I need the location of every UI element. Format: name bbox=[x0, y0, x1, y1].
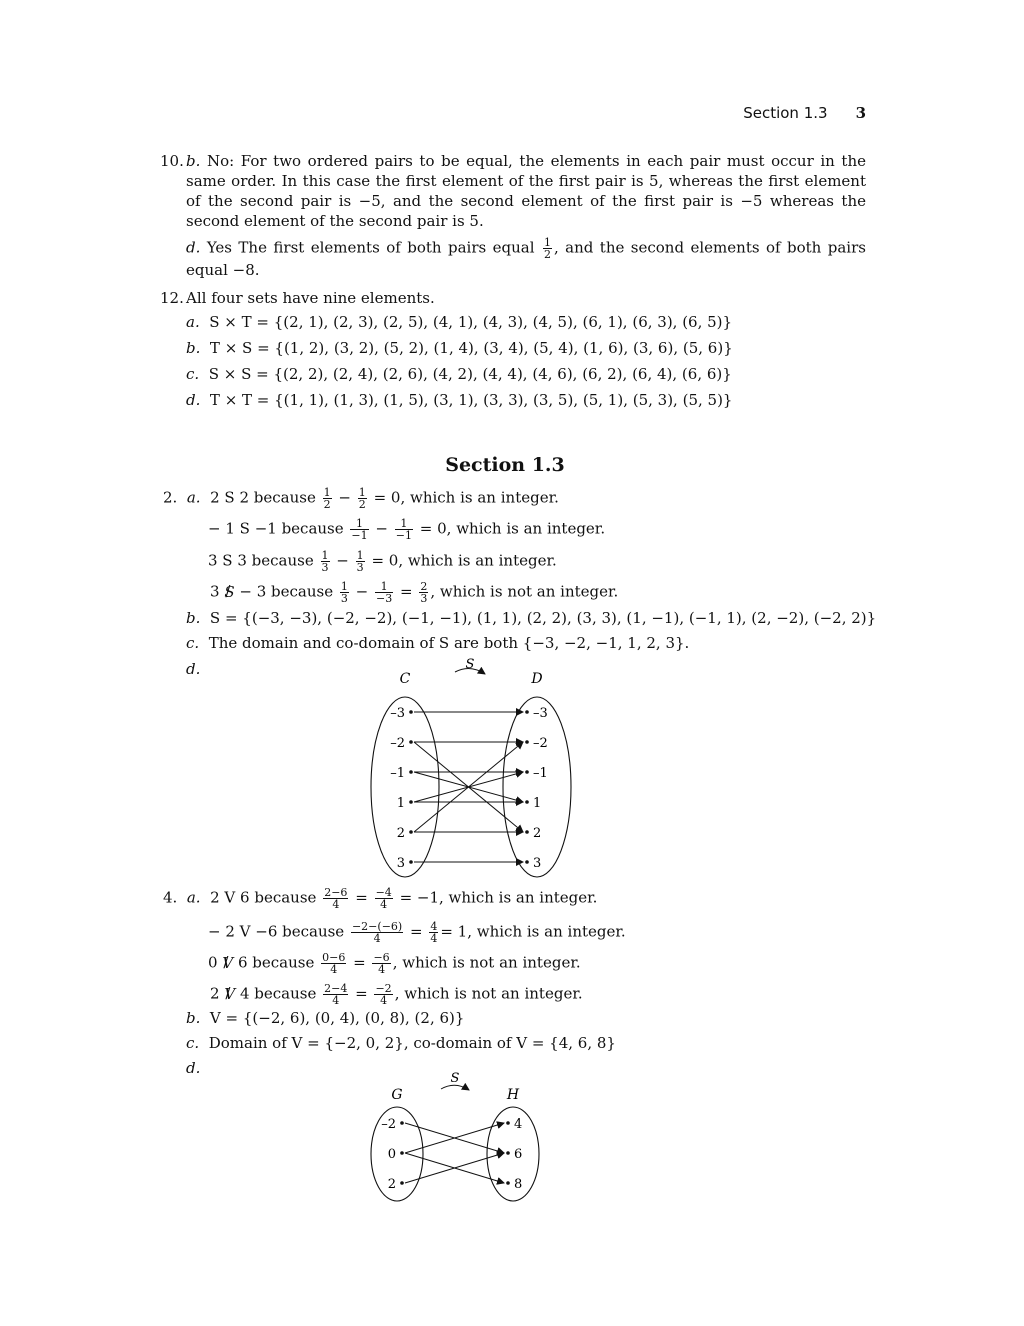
domain-element: –3 bbox=[390, 706, 405, 721]
codomain-element: 3 bbox=[533, 856, 542, 871]
domain-ellipse bbox=[371, 1107, 423, 1201]
answer-4c: c. Domain of V = {−2, 0, 2}, co-domain of V = {4, 6, 8} bbox=[186, 1034, 616, 1052]
answer-4a-line2: − 2 V −6 because $\frac{-2-(-6)}{4}$ = $\frac{4}{4}$ = 1, which is an integer. bbox=[208, 920, 626, 945]
answer-text: No: For two ordered pairs to be equal, the elements in each pair must occur in the same order. In this case the first element of the first pair is 5, whereas the first element of the second pair is −5, and the second element of the first pair is −5 whereas the second element of the second pair is 5. bbox=[186, 152, 866, 230]
answer-text: , and the second elements of both pairs equal −8. bbox=[186, 238, 866, 279]
header-section: Section 1.3 bbox=[743, 104, 828, 122]
answer-4a-line4: 2 V / 4 because $\frac{2-4}{4}$ = $\frac{-2}{4}$ , which is not an integer. bbox=[210, 983, 583, 1006]
answer-12d: d. T × T = {(1, 1), (1, 3), (1, 5), (3, 1), (3, 3), (3, 5), (5, 1), (5, 3), (5, 5)} bbox=[186, 391, 733, 409]
domain-element: –1 bbox=[390, 766, 405, 781]
domain-dot bbox=[400, 1151, 404, 1155]
part-label: d. bbox=[186, 238, 201, 257]
set-label-g: G bbox=[391, 1087, 403, 1103]
set-label-c: C bbox=[399, 671, 411, 687]
answer-2d: d. bbox=[186, 660, 201, 678]
codomain-element: 8 bbox=[514, 1177, 523, 1192]
domain-element: 1 bbox=[396, 796, 405, 811]
answer-2c: c. The domain and co-domain of S are both {−3, −2, −1, 1, 2, 3}. bbox=[186, 634, 690, 652]
answer-4a-line3: 0 V / 6 because $\frac{0-6}{4}$ = $\frac{-6}{4}$ , which is not an integer. bbox=[208, 952, 581, 975]
domain-dot bbox=[400, 1181, 404, 1185]
domain-element: 3 bbox=[396, 856, 405, 871]
answer-4d: d. bbox=[186, 1059, 201, 1077]
answer-2a-line1: 2. a. 2 S 2 because $\frac{1}{2}$ − $\frac{1}{2}$ = 0, which is an integer. bbox=[163, 486, 559, 511]
codomain-element: –2 bbox=[533, 736, 548, 751]
set-label-h: H bbox=[506, 1087, 520, 1103]
answer-2a-line4: 3 S / − 3 because $\frac{1}{3}$ − $\frac{1}{-3}$ = $\frac{2}{3}$ , which is not an integer. bbox=[210, 581, 618, 604]
domain-element: 0 bbox=[387, 1147, 396, 1162]
answer-2a-line2: − 1 S −1 because $\frac{1}{-1}$ − $\frac{1}{-1}$ = 0, which is an integer. bbox=[208, 517, 606, 542]
page-number: 3 bbox=[855, 104, 866, 122]
codomain-element: –3 bbox=[533, 706, 548, 721]
relation-label: S bbox=[465, 657, 475, 672]
question-number: 12. bbox=[160, 289, 184, 307]
question-number: 10. bbox=[160, 152, 184, 170]
fraction: $\frac{1}{2}$ bbox=[543, 236, 551, 261]
set-label-d: D bbox=[531, 671, 543, 687]
codomain-element: 1 bbox=[533, 796, 542, 811]
relation-label: S bbox=[450, 1071, 460, 1086]
codomain-ellipse bbox=[487, 1107, 539, 1201]
domain-dot bbox=[400, 1121, 404, 1125]
domain-element: 2 bbox=[396, 826, 405, 841]
codomain-element: –1 bbox=[533, 766, 548, 781]
codomain-element: 4 bbox=[514, 1117, 523, 1132]
codomain-dot bbox=[506, 1151, 510, 1155]
answer-4b: b. V = {(−2, 6), (0, 4), (0, 8), (2, 6)} bbox=[186, 1009, 465, 1027]
part-label: b. bbox=[186, 152, 201, 170]
answer-2b: b. S = {(−3, −3), (−2, −2), (−1, −1), (1, 1), (2, 2), (3, 3), (1, −1), (−1, 1), (2, −2), (−2, 2)} bbox=[186, 609, 877, 627]
answer-12b: b. T × S = {(1, 2), (3, 2), (5, 2), (1, 4), (3, 4), (5, 4), (1, 6), (3, 6), (5, 6)} bbox=[186, 339, 733, 357]
section-title: Section 1.3 bbox=[445, 454, 565, 476]
domain-element: –2 bbox=[381, 1117, 396, 1132]
domain-element: –2 bbox=[390, 736, 405, 751]
answer-text: Yes The first elements of both pairs equal bbox=[206, 238, 535, 257]
codomain-dot bbox=[506, 1121, 510, 1125]
answer-12c: c. S × S = {(2, 2), (2, 4), (2, 6), (4, 2), (4, 4), (4, 6), (6, 2), (6, 4), (6, 6)} bbox=[186, 365, 732, 383]
codomain-element: 6 bbox=[514, 1147, 523, 1162]
intro-text: All four sets have nine elements. bbox=[186, 289, 435, 307]
codomain-element: 2 bbox=[533, 826, 542, 841]
answer-4a-line1: 4. a. 2 V 6 because $\frac{2-6}{4}$ = $\frac{-4}{4}$ = −1, which is an integer. bbox=[163, 886, 598, 911]
answer-12a: a. S × T = {(2, 1), (2, 3), (2, 5), (4, 1), (4, 3), (4, 5), (6, 1), (6, 3), (6, 5)} bbox=[186, 313, 733, 331]
domain-element: 2 bbox=[387, 1177, 396, 1192]
codomain-dot bbox=[506, 1181, 510, 1185]
answer-2a-line3: 3 S 3 because $\frac{1}{3}$ − $\frac{1}{3}$ = 0, which is an integer. bbox=[208, 549, 557, 574]
